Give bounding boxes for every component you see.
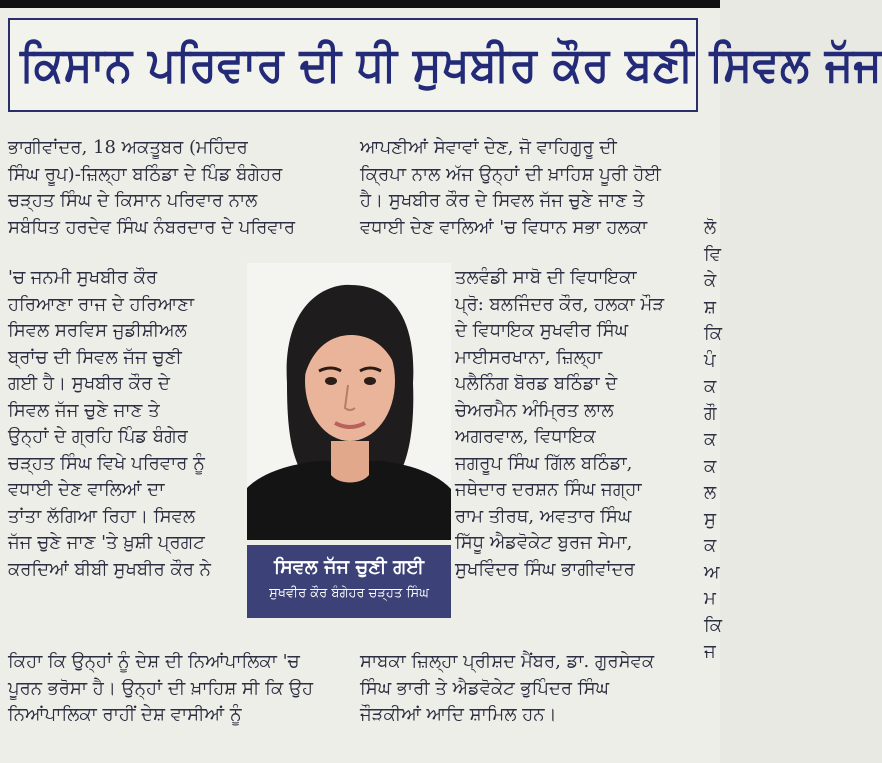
text-line: ਅਗਰਵਾਲ, ਵਿਧਾਇਕ xyxy=(455,426,596,447)
edge-glyph: ਪੰ xyxy=(704,349,716,371)
text-line: ਕ੍ਰਿਪਾ ਨਾਲ ਅੱਜ ਉਨ੍ਹਾਂ ਦੀ ਖ਼ਾਹਿਸ਼ ਪੂਰੀ ਹੋਈ xyxy=(360,163,661,185)
text-line: ਜਥੇਦਾਰ ਦਰਸ਼ਨ ਸਿੰਘ ਜਗ੍ਹਾ xyxy=(455,479,642,500)
text-line: ਵਧਾਈ ਦੇਣ ਵਾਲਿਆਂ 'ਚ ਵਿਧਾਨ ਸਭਾ ਹਲਕਾ xyxy=(360,216,648,238)
text-line: ਜੌੜਕੀਆਂ ਆਦਿ ਸ਼ਾਮਿਲ ਹਨ। xyxy=(360,704,557,725)
edge-glyph: ਕਿ xyxy=(704,323,723,344)
edge-glyph: ਸ਼ xyxy=(704,296,716,318)
text-line: ਭਾਗੀਵਾਂਦਰ, 18 ਅਕਤੂਬਰ (ਮਹਿੰਦਰ xyxy=(8,137,248,158)
edge-glyph: ਮ xyxy=(704,588,716,609)
edge-glyph: ਅ xyxy=(704,561,720,583)
portrait-photo xyxy=(247,263,451,540)
headline: ਕਿਸਾਨ ਪਰਿਵਾਰ ਦੀ ਧੀ ਸੁਖਬੀਰ ਕੌਰ ਬਣੀ ਸਿਵਲ ਜੱਜ xyxy=(20,37,882,93)
text-line: ਸਿਵਲ ਜੱਜ ਚੁਣੇ ਜਾਣ ਤੇ xyxy=(8,399,160,421)
text-line: ਹਰਿਆਣਾ ਰਾਜ ਦੇ ਹਰਿਆਣਾ xyxy=(8,293,195,315)
scan-top-edge xyxy=(0,0,720,8)
text-line: ਮਾਈਸਰਖਾਨਾ, ਜ਼ਿਲ੍ਹਾ xyxy=(455,346,603,368)
edge-glyph: ਕ xyxy=(704,455,717,477)
edge-glyph: ਲੋ xyxy=(704,217,717,238)
edge-glyph: ਕੇ xyxy=(704,270,717,291)
text-line: ਰਾਮ ਤੀਰਥ, ਅਵਤਾਰ ਸਿੰਘ xyxy=(455,505,632,527)
article-left-bottom xyxy=(8,649,354,729)
text-line: 'ਚ ਜਨਮੀ ਸੁਖਬੀਰ ਕੌਰ xyxy=(8,267,158,288)
text-line: ਨਿਆਂਪਾਲਿਕਾ ਰਾਹੀਂ ਦੇਸ਼ ਵਾਸੀਆਂ ਨੂੰ xyxy=(8,704,242,725)
edge-glyph: ਕ xyxy=(704,429,717,450)
portrait-illustration xyxy=(247,263,451,540)
edge-glyph: ਵਿ xyxy=(704,243,722,265)
edge-glyph: ਲ xyxy=(704,482,717,503)
text-line: ਤਾਂਤਾ ਲੱਗਿਆ ਰਿਹਾ। ਸਿਵਲ xyxy=(8,505,196,527)
text-line: ਪਲੈਨਿੰਗ ਬੋਰਡ ਬਠਿੰਡਾ ਦੇ xyxy=(455,373,618,394)
text-line: ਉਨ੍ਹਾਂ ਦੇ ਗ੍ਰਹਿ ਪਿੰਡ ਬੰਗੇਰ xyxy=(8,426,188,447)
text-line: ਸਿੰਘ ਰੂਪ)-ਜ਼ਿਲ੍ਹਾ ਬਠਿੰਡਾ ਦੇ ਪਿੰਡ ਬੰਗੇਹਰ xyxy=(8,163,283,185)
edge-glyph: ਕ xyxy=(704,376,717,397)
text-line: ਸਿਵਲ ਸਰਵਿਸ ਜੁਡੀਸ਼ੀਅਲ xyxy=(8,320,187,341)
edge-glyph: ਸੁ xyxy=(704,508,716,530)
text-line: ਚੜ੍ਹਤ ਸਿੰਘ ਦੇ ਕਿਸਾਨ ਪਰਿਵਾਰ ਨਾਲ xyxy=(8,190,258,211)
text-line: ਪ੍ਰੋ: ਬਲਜਿੰਦਰ ਕੌਰ, ਹਲਕਾ ਮੌੜ xyxy=(455,293,665,315)
headline-box xyxy=(8,18,882,112)
caption-subtitle: ਸੁਖਵੀਰ ਕੌਰ ਬੰਗੇਹਰ ਚੜ੍ਹਤ ਸਿੰਘ xyxy=(269,586,429,601)
text-line: ਜੱਜ ਚੁਣੇ ਜਾਣ 'ਤੇ ਖ਼ੁਸ਼ੀ ਪ੍ਰਗਟ xyxy=(8,532,205,553)
text-line: ਬ੍ਰਾਂਚ ਦੀ ਸਿਵਲ ਜੱਜ ਚੁਣੀ xyxy=(8,346,182,368)
caption-title: ਸਿਵਲ ਜੱਜ ਚੁਣੀ ਗਈ xyxy=(274,556,424,578)
text-line: ਸਿੰਘ ਭਾਰੀ ਤੇ ਐਡਵੋਕੇਟ ਭੁਪਿੰਦਰ ਸਿੰਘ xyxy=(360,677,609,699)
text-line: ਗਈ ਹੈ। ਸੁਖਬੀਰ ਕੌਰ ਦੇ xyxy=(8,373,170,394)
text-line: ਪੂਰਨ ਭਰੋਸਾ ਹੈ। ਉਨ੍ਹਾਂ ਦੀ ਖ਼ਾਹਿਸ਼ ਸੀ ਕਿ ਉਹ xyxy=(8,677,314,699)
edge-glyph: ਕਿ xyxy=(704,614,723,636)
text-line: ਤਲਵੰਡੀ ਸਾਬੋ ਦੀ ਵਿਧਾਇਕਾ xyxy=(455,267,637,288)
text-line: ਹੈ। ਸੁਖਬੀਰ ਕੌਰ ਦੇ ਸਿਵਲ ਜੱਜ ਚੁਣੇ ਜਾਣ ਤੇ xyxy=(360,190,645,211)
text-line: ਸਬੰਧਿਤ ਹਰਦੇਵ ਸਿੰਘ ਨੰਬਰਦਾਰ ਦੇ ਪਰਿਵਾਰ xyxy=(8,216,295,238)
text-line: ਜਗਰੂਪ ਸਿੰਘ ਗਿੱਲ ਬਠਿੰਡਾ, xyxy=(455,452,633,474)
article-right-top xyxy=(360,135,695,241)
edge-glyph: ਗੌ xyxy=(704,402,717,424)
edge-glyph: ਕ xyxy=(704,535,717,556)
article-left-top xyxy=(8,135,354,241)
text-line: ਚੜ੍ਹਤ ਸਿੰਘ ਵਿਖੇ ਪਰਿਵਾਰ ਨੂੰ xyxy=(8,452,205,474)
adjacent-column-fragment xyxy=(704,215,723,666)
text-line: ਸੁਖਵਿੰਦਰ ਸਿੰਘ ਭਾਗੀਵਾਂਦਰ xyxy=(455,558,635,580)
text-line: ਚੇਅਰਮੈਨ ਅੰਮ੍ਰਿਤ ਲਾਲ xyxy=(455,399,614,421)
text-line: ਕਰਦਿਆਂ ਬੀਬੀ ਸੁਖਬੀਰ ਕੌਰ ਨੇ xyxy=(8,558,211,580)
text-line: ਆਪਣੀਆਂ ਸੇਵਾਵਾਂ ਦੇਣ, ਜੋ ਵਾਹਿਗੁਰੂ ਦੀ xyxy=(360,137,617,158)
article-right-narrow xyxy=(455,265,695,583)
text-line: ਦੇ ਵਿਧਾਇਕ ਸੁਖਵੀਰ ਸਿੰਘ xyxy=(455,320,628,341)
text-line: ਸਾਬਕਾ ਜ਼ਿਲ੍ਹਾ ਪ੍ਰੀਸ਼ਦ ਮੈਂਬਰ, ਡਾ. ਗੁਰਸੇਵਕ xyxy=(360,651,655,672)
text-line: ਕਿਹਾ ਕਿ ਉਨ੍ਹਾਂ ਨੂੰ ਦੇਸ਼ ਦੀ ਨਿਆਂਪਾਲਿਕਾ 'ਚ xyxy=(8,651,300,672)
article-left-narrow xyxy=(8,265,243,583)
edge-glyph: ਜ xyxy=(704,641,716,662)
text-line: ਸਿੱਧੂ ਐਡਵੋਕੇਟ ਬੁਰਜ ਸੇਮਾ, xyxy=(455,532,633,553)
article-right-bottom xyxy=(360,649,695,729)
photo-caption xyxy=(247,545,451,618)
text-line: ਵਧਾਈ ਦੇਣ ਵਾਲਿਆਂ ਦਾ xyxy=(8,479,165,500)
